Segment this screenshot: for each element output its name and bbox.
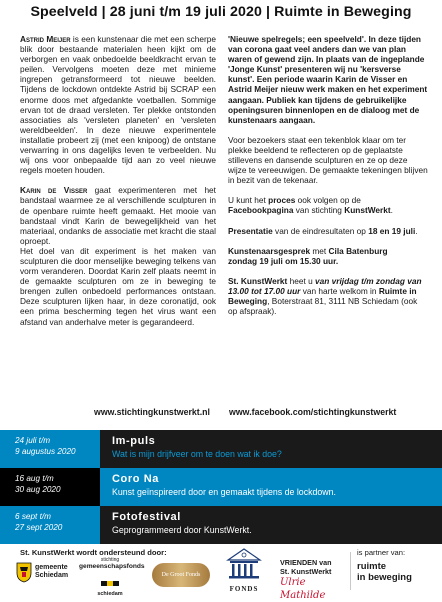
event-subtitle: Wat is mijn drijfveer om te doen wat ik doe? <box>112 449 282 459</box>
degroot-fonds-logo <box>152 563 210 587</box>
karin-paragraph <box>20 185 216 246</box>
event-row <box>0 506 442 544</box>
astrid-paragraph <box>20 34 216 175</box>
event-date-start: 24 juli t/m <box>15 436 51 445</box>
stichting-line-3: schiedam <box>97 590 123 597</box>
kunstwerkt-bold: KunstWerkt <box>344 205 391 216</box>
facebook-bold: Facebookpagina <box>228 205 294 216</box>
welkom-text-1: heet u <box>287 275 316 286</box>
sponsor-label: St. KunstWerkt wordt ondersteund door: <box>20 548 167 557</box>
gesprek-bold: Kunstenaarsgesprek <box>228 245 311 256</box>
karin-name: Karin de Visser <box>20 185 88 196</box>
event-date-start: 6 sept t/m <box>15 512 51 521</box>
left-column <box>20 34 216 337</box>
welkom-text-2: van harte welkom in <box>300 285 379 296</box>
fonds-text: FONDS <box>229 585 259 593</box>
event-title: Coro Na <box>112 473 159 485</box>
gemeente-schiedam-logo <box>16 561 68 583</box>
event-title: Fotofestival <box>112 511 181 523</box>
proces-text-4: . <box>390 205 393 216</box>
vrienden-script: Ulrie Mathilde <box>280 577 326 601</box>
gemeente-line-1: gemeente <box>35 563 68 571</box>
event-date-end: 30 aug 2020 <box>15 485 61 494</box>
page-header <box>0 0 442 24</box>
presentatie-end: . <box>415 225 418 236</box>
gemeenschapsfonds-logo <box>79 557 145 598</box>
quote-paragraph <box>228 34 428 125</box>
ruimte-line-2: in beweging <box>357 572 412 583</box>
event-info <box>100 430 442 468</box>
event-date-end: 9 augustus 2020 <box>15 447 76 456</box>
building-icon <box>224 546 264 580</box>
tekenblok-paragraph: Voor bezoekers staat een tekenblok klaar om ter plekke beeldend te reflecteren op de geplaatste stillevens en dansende sculpturen en ze op deze wijze te vereeuwigen. De gemaakte tekeningen blijven in bezit van de tekenaar. <box>228 134 428 186</box>
proces-text-2: ook volgen op de <box>295 195 361 206</box>
event-subtitle: Geprogrammeerd door KunstWerkt. <box>112 525 252 535</box>
event-date <box>0 430 100 468</box>
welkom-address: , Boterstraat 81, 3111 NB Schiedam (ook op afspraak). <box>228 295 418 317</box>
ruimte-line-1: ruimte <box>357 561 387 572</box>
welkom-hours: van vrijdag t/m zondag van 13.00 tot 17.00 uur <box>228 275 422 296</box>
experiment-paragraph: Het doel van dit experiment is het maken van sculpturen die door menselijke beweging telkens van vorm veranderen. Doordat Karin zelf plaats neemt in de gemaakte sculpturen om ze in beweging te brengen zullen onbedoeld performances ontstaan. Deze sculpturen lijken haar, in deze coronatijd, ook een prima bescherming tegen het virus want een afstand van anderhalve meter is gegarandeerd. <box>20 245 216 327</box>
event-date-start: 16 aug t/m <box>15 474 54 483</box>
proces-paragraph <box>228 195 428 215</box>
proces-text-1: U kunt het <box>228 195 269 206</box>
vrienden-line-2: St. KunstWerkt <box>280 567 332 576</box>
astrid-name: Astrid Meijer <box>20 34 71 44</box>
event-subtitle: Kunst geïnspireerd door en gemaakt tijdens de lockdown. <box>112 487 336 497</box>
gesprek-paragraph <box>228 246 428 266</box>
gesprek-text: met <box>310 245 329 256</box>
gemeente-line-2: Schiedam <box>35 572 69 579</box>
event-title: Im-puls <box>112 435 156 447</box>
event-info <box>100 506 442 544</box>
gesprek-time: zondag 19 juli om 15.30 uur. <box>228 255 339 266</box>
presentatie-dates: 18 en 19 juli <box>368 225 416 236</box>
flag-icon <box>101 573 119 578</box>
quote-text: 'Nieuwe spelregels; een speelveld'. In deze tijden van corona gaat veel anders dan we van plan waren of gewend zijn. In plaats van de ingeplande 'Jonge Kunst' presenteren wij nu 'kersverse kunst'. Een periode waarin Karin de Visser en Astrid Meijer nieuw werk maken en het experiment aangaan. Publiek kan tijdens de gebruikelijke openingsuren binnenlopen en de dialoog met de kunstenaars aangaan. <box>228 34 428 125</box>
page-title: Speelveld | 28 juni t/m 19 juli 2020 | Ruimte in Beweging <box>30 4 412 20</box>
vrienden-line-1: VRIENDEN van <box>280 558 332 567</box>
partner-label: is partner van: <box>357 548 406 557</box>
footer-divider <box>350 552 351 590</box>
welkom-venue: Ruimte in Beweging <box>228 285 417 306</box>
event-row <box>0 468 442 506</box>
proces-bold: proces <box>268 195 296 206</box>
right-column <box>228 34 428 326</box>
presentatie-text: van de eindresultaten op <box>272 225 369 236</box>
website-link[interactable]: www.stichtingkunstwerkt.nl <box>94 407 211 417</box>
event-date-end: 27 sept 2020 <box>15 523 63 532</box>
coat-of-arms-icon <box>16 561 32 583</box>
stichting-line-2: gemeenschapsfonds <box>79 563 145 570</box>
proces-text-3: van stichting <box>293 205 345 216</box>
fonds-logo <box>219 546 269 593</box>
gesprek-person: Cila Batenburg <box>328 245 388 256</box>
event-row <box>0 430 442 468</box>
presentatie-bold: Presentatie <box>228 225 273 236</box>
event-date <box>0 468 100 506</box>
vrienden-logo <box>280 558 350 602</box>
welkom-org: St. KunstWerkt <box>228 275 288 286</box>
ruimte-in-beweging-logo <box>357 561 412 583</box>
astrid-text: is een kunstenaar die met een scherpe blik door bestaande materialen heen kijkt om de verborgen en vaak onbedoelde beeldkracht ervan te peilen. Vervolgens moeten deze met minieme ingrepen getransformeerd tot nieuwe beelden. Tijdens de lockdown ontdekte Astrid bij SCRAP een enorme doos met afgedankte voetballen. Sommige ervan tot de draad versleten. Ter plekke ontstonden associaties als 'versleten planeten' en 'versleten wereldbeelden'. In deze nieuwe experimentele installatie probeert zij (met een knipoog) de ontstane verwarring in ons dagelijks leven te verbeelden. Nu wij ons voor onbepaalde tijd aan zo veel nieuwe regels moeten houden. <box>20 34 216 176</box>
stichting-line-1: stichting <box>100 557 120 563</box>
event-info <box>100 468 442 506</box>
degroot-text: De Groot Fonds <box>161 572 201 578</box>
karin-text: gaat experimenteren met het bandstaal waarmee ze al verschillende sculpturen in de openbare ruimte heeft gemaakt. Het mooie van bandstaal vindt Karin de bewegelijkheid van het materiaal, ondanks de associatie met kracht die staal oproept. <box>20 185 216 246</box>
event-date <box>0 506 100 544</box>
presentatie-paragraph <box>228 226 428 236</box>
welkom-paragraph <box>228 276 428 316</box>
facebook-link[interactable]: www.facebook.com/stichtingkunstwerkt <box>229 407 397 417</box>
